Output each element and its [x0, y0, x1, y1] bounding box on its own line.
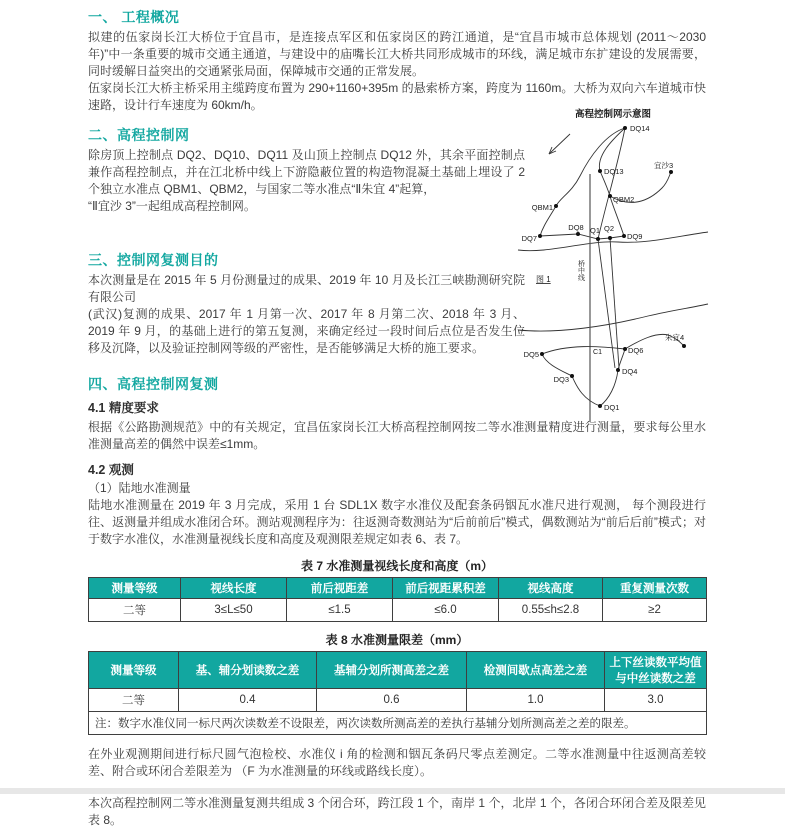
control-point-label: DQ4 [622, 367, 638, 376]
table-8-data-row [89, 689, 707, 712]
section-2-paragraph: 除房顶上控制点 DQ2、DQ10、DQ11 及山顶上控制点 DQ12 外，其余平面控制点兼作高程控制点，并在江北桥中线上下游隐蔽位置的构造物混凝土基础上埋设了 2 个独立水准点 QBM1、QBM2，与国家二等水准点“Ⅱ朱宜 4”起算， [88, 148, 525, 196]
table-7-cell: ≤1.5 [287, 599, 393, 622]
south-loop-path [572, 376, 600, 406]
table-8-cell: 1.0 [467, 689, 605, 712]
table-7-header-cell: 测量等级 [89, 578, 181, 599]
section-4-1-paragraph: 根据《公路勘测规范》中的有关规定，宜昌伍家岗长江大桥高程控制网按二等水准测量精度进行测量，要求每公里水准测量高差的偶然中误差≤1mm。 [88, 420, 706, 451]
control-point-marker [596, 237, 600, 241]
table-8-header-cell: 基辅分划所测高差之差 [317, 652, 467, 689]
table-8-title: 表 8 水准测量限差（mm） [325, 633, 469, 647]
control-point-label: DQ7 [521, 234, 537, 243]
section-3-heading: 三、控制网复测目的 [88, 252, 219, 268]
south-loop-path [600, 370, 618, 406]
table-8-cell: 3.0 [605, 689, 707, 712]
table-8-cell: 0.4 [179, 689, 317, 712]
table-7-header-cell: 前后视距累积差 [393, 578, 499, 599]
control-point-marker [682, 344, 686, 348]
table-7-header-cell: 视线长度 [181, 578, 287, 599]
control-point-marker [623, 347, 627, 351]
control-point-label: QBM1 [531, 203, 553, 212]
control-point-label: 朱宜4 [665, 333, 685, 342]
control-point-label: 宜沙3 [654, 161, 674, 170]
section-2-paragraph: “Ⅱ宜沙 3”一起组成高程控制网。 [88, 199, 256, 213]
south-loop-path [542, 354, 572, 376]
control-point-label: DQ13 [604, 167, 624, 176]
control-point-label: DQ9 [627, 232, 643, 241]
table-7-title: 表 7 水准测量视线长度和高度（m） [300, 559, 493, 573]
table-7 [88, 577, 707, 622]
diagram-title: 高程控制网示意图 [574, 109, 652, 120]
table-7-header-cell: 前后视距差 [287, 578, 393, 599]
control-point-label: Q1 [589, 226, 601, 235]
control-point-label: DQ6 [628, 346, 644, 355]
control-point-marker [616, 368, 620, 372]
table-7-header-cell: 重复测量次数 [603, 578, 707, 599]
table-8-note: 注：数字水准仪同一标尺两次读数差不设限差，两次读数所测高差的差执行基辅分划所测高差之差的限差。 [89, 712, 707, 735]
control-point-label: DQ8 [568, 223, 584, 232]
control-point-marker [576, 232, 580, 236]
control-point-marker [608, 236, 612, 240]
control-point-marker [540, 352, 544, 356]
section-1-paragraph: 拟建的伍家岗长江大桥位于宜昌市，是连接点军区和伍家岗区的跨江通道，是“宜昌市城市总体规划 (2011～2030 年)”中一条重要的城市交通主通道，与建设中的庙嘴长江大桥共同形成城市的环线，满足城市东扩建设的发展需要，同时缓解日益突出的交通紧张局面，保障城市交通的正常发展。 [88, 30, 706, 78]
table-7-cell: 0.55≤h≤2.8 [499, 599, 603, 622]
control-point-label: Q2 [603, 224, 615, 233]
table-8-cell: 二等 [89, 689, 179, 712]
control-point-label: DQ3 [553, 375, 569, 384]
section-4-2-heading: 4.2 观测 [88, 463, 134, 477]
north-inner-route-path [598, 128, 625, 239]
table-8-header-cell: 检测间歇点高差之差 [467, 652, 605, 689]
control-point-label: DQ1 [604, 403, 620, 412]
table-7-cell: 3≤L≤50 [181, 599, 287, 622]
river-north-bank-line [518, 232, 708, 251]
section-3-paragraph: (武汉)复测的成果、2017 年 1 月第一次、2017 年 8 月第二次、2018 年 3 月、2019 年 9 月，的基础上进行的第五复测，来确定经过一段时间后点位是否发生位移及沉降，以及验证控制网等级的严密性，是否能够满足大桥的施工要求。 [88, 307, 525, 355]
north-arrow-icon [549, 134, 570, 154]
closing-paragraph: 在外业观测期间进行标尺圆气泡检校、水准仪 i 角的检测和铟瓦条码尺零点差测定。二等水准测量中往返测高差较差、附合或环闭合差限差为 （F 为水准测量的环线或路线长度）。 [88, 747, 706, 778]
elevation-network-diagram [518, 104, 708, 426]
section-2-heading: 二、高程控制网 [88, 127, 190, 143]
table-7-header-row [89, 578, 707, 599]
closing-paragraph: 本次高程控制网二等水准测量复测共组成 3 个闭合环，跨江段 1 个，南岸 1 个，北岸 1 个，各闭合环闭合差及限差见表 8。 [88, 796, 706, 827]
table-8-header-cell: 测量等级 [89, 652, 179, 689]
section-4-heading: 四、高程控制网复测 [88, 376, 219, 392]
section-1-heading: 一、 工程概况 [88, 9, 180, 25]
table-8-note-row [89, 712, 707, 735]
section-4-1-heading: 4.1 精度要求 [88, 401, 159, 415]
table-8 [88, 651, 707, 735]
control-point-marker [623, 126, 627, 130]
control-point-marker [570, 374, 574, 378]
control-point-marker [598, 169, 602, 173]
river-south-bank-line [518, 304, 708, 331]
table-7-data-row [89, 599, 707, 622]
control-point-marker [669, 170, 673, 174]
control-point-label: DQ5 [523, 350, 539, 359]
table-7-cell: 二等 [89, 599, 181, 622]
table-8-cell: 0.6 [317, 689, 467, 712]
table-8-header-cell: 基、辅分划读数之差 [179, 652, 317, 689]
section-1-paragraph: 伍家岗长江大桥主桥采用主缆跨度布置为 290+1160+395m 的悬索桥方案，跨度为 1160m。大桥为双向六车道城市快速路，设计行车速度为 60km/h。 [88, 81, 706, 112]
control-point-label: QBM2 [613, 195, 635, 204]
control-point-marker [554, 204, 558, 208]
bridge-centerline-label: 桥中线 [577, 260, 585, 281]
bridge-span-label: C1 [593, 349, 602, 356]
page-bottom-strip [0, 788, 785, 794]
section-3-paragraph: 本次测量是在 2015 年 5 月份测量过的成果、2019 年 10 月及长江三峡勘测研究院有限公司 [88, 273, 525, 304]
section-4-2-list-item: （1）陆地水准测量 [88, 481, 191, 495]
control-point-marker [598, 404, 602, 408]
table-7-cell: ≤6.0 [393, 599, 499, 622]
table-7-cell: ≥2 [603, 599, 707, 622]
control-point-label: DQ14 [630, 124, 650, 133]
section-4-2-paragraph: 陆地水准测量在 2019 年 3 月完成，采用 1 台 SDL1X 数字水准仪及配套条码铟瓦水准尺进行观测， 每个测段进行往、返测量并组成水准闭合环。测站观测程序为：往返测奇数测站为“后前前后”模式，偶数测站为“前后后前”模式；对于数字水准仪，水准测量视线长度和高度及观测限差规定如表 6、表 7。 [88, 498, 706, 546]
table-7-header-cell: 视线高度 [499, 578, 603, 599]
table-8-header-cell: 上下丝读数平均值与中丝读数之差 [605, 652, 707, 689]
control-point-marker [608, 194, 612, 198]
control-point-marker [538, 234, 542, 238]
table-8-header-row [89, 652, 707, 689]
figure-number-label: 图 1 [536, 275, 551, 284]
control-point-marker [622, 234, 626, 238]
